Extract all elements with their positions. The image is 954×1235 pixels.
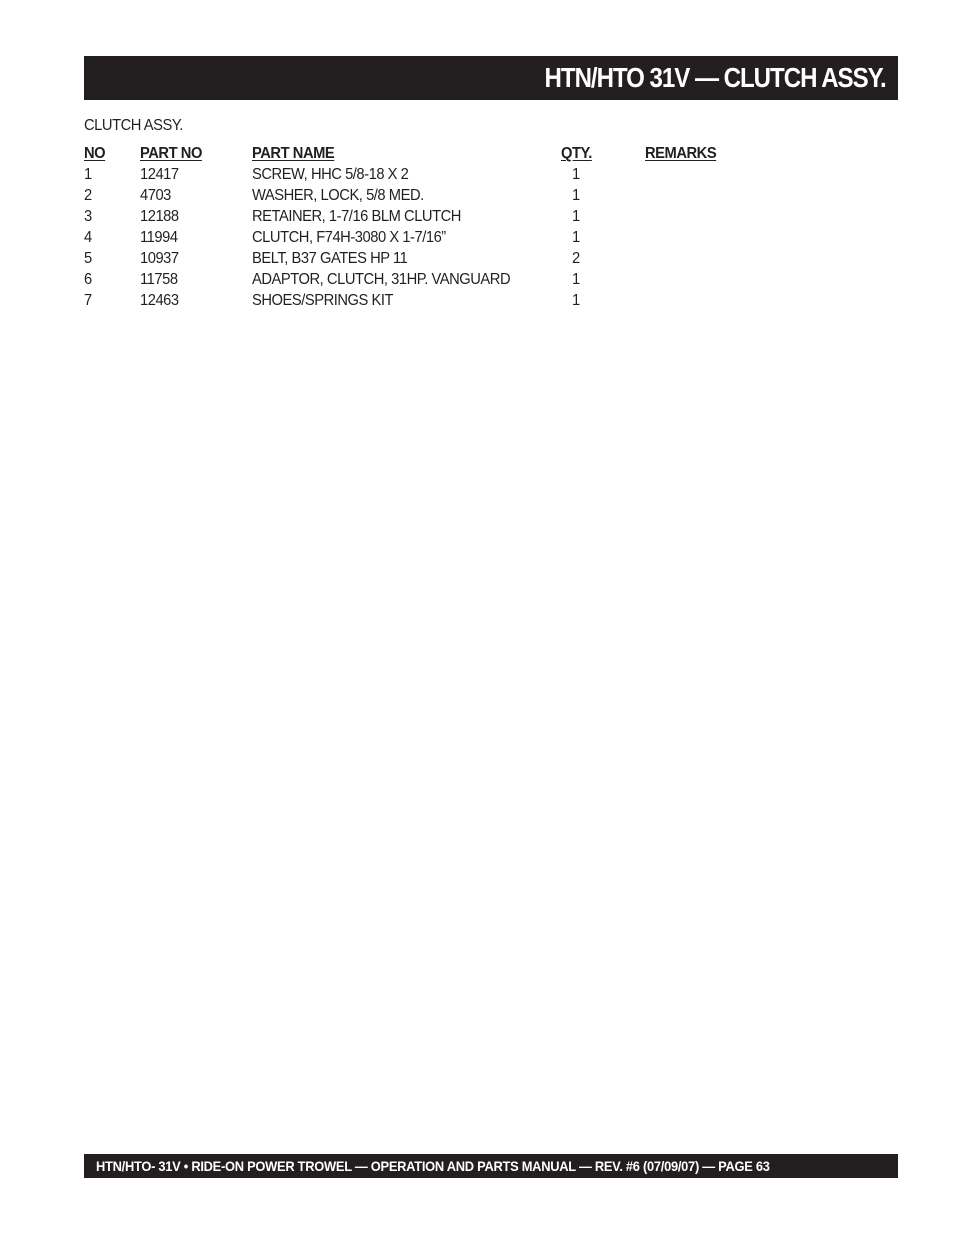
column-header-remarks: REMARKS xyxy=(645,145,717,162)
cell-qty: 2 xyxy=(572,250,580,267)
cell-qty: 1 xyxy=(572,292,580,309)
cell-no: 2 xyxy=(84,187,92,204)
cell-part-no: 12188 xyxy=(140,208,179,225)
cell-no: 6 xyxy=(84,271,92,288)
page-title: HTN/HTO 31V — CLUTCH ASSY. xyxy=(544,62,886,93)
cell-qty: 1 xyxy=(572,271,580,288)
page-footer-bar xyxy=(84,1154,898,1178)
cell-no: 1 xyxy=(84,166,92,183)
cell-part-no: 10937 xyxy=(140,250,179,267)
cell-no: 3 xyxy=(84,208,92,225)
page-footer: HTN/HTO- 31V • RIDE-ON POWER TROWEL — OPERATION AND PARTS MANUAL — REV. #6 (07/09/07) — PAGE 63 xyxy=(96,1158,770,1174)
column-header-no: NO xyxy=(84,145,106,162)
cell-part-name: SHOES/SPRINGS KIT xyxy=(252,292,394,309)
table-row xyxy=(84,290,784,311)
cell-part-name: WASHER, LOCK, 5/8 MED. xyxy=(252,187,424,204)
cell-part-no: 12463 xyxy=(140,292,179,309)
cell-part-name: SCREW, HHC 5/8-18 X 2 xyxy=(252,166,409,183)
table-body xyxy=(84,164,784,311)
table-row xyxy=(84,164,784,185)
cell-no: 5 xyxy=(84,250,92,267)
cell-part-name: BELT, B37 GATES HP 11 xyxy=(252,250,408,267)
section-label: CLUTCH ASSY. xyxy=(84,117,183,134)
table-row xyxy=(84,227,784,248)
cell-part-name: ADAPTOR, CLUTCH, 31HP. VANGUARD xyxy=(252,271,511,288)
table-row xyxy=(84,185,784,206)
column-header-part-no: PART NO xyxy=(140,145,202,162)
cell-part-no: 11994 xyxy=(140,229,178,246)
cell-qty: 1 xyxy=(572,208,580,225)
cell-no: 4 xyxy=(84,229,92,246)
table-row xyxy=(84,206,784,227)
cell-qty: 1 xyxy=(572,229,580,246)
table-row xyxy=(84,269,784,290)
cell-part-name: CLUTCH, F74H-3080 X 1-7/16” xyxy=(252,229,446,246)
cell-part-name: RETAINER, 1-7/16 BLM CLUTCH xyxy=(252,208,461,225)
parts-table xyxy=(84,143,784,311)
cell-part-no: 12417 xyxy=(140,166,179,183)
column-header-qty: QTY. xyxy=(561,145,592,162)
cell-part-no: 11758 xyxy=(140,271,178,288)
cell-qty: 1 xyxy=(572,166,580,183)
column-header-part-name: PART NAME xyxy=(252,145,335,162)
page-title-bar xyxy=(84,56,898,100)
table-header-row xyxy=(84,143,784,164)
cell-part-no: 4703 xyxy=(140,187,171,204)
cell-no: 7 xyxy=(84,292,92,309)
table-row xyxy=(84,248,784,269)
cell-qty: 1 xyxy=(572,187,580,204)
